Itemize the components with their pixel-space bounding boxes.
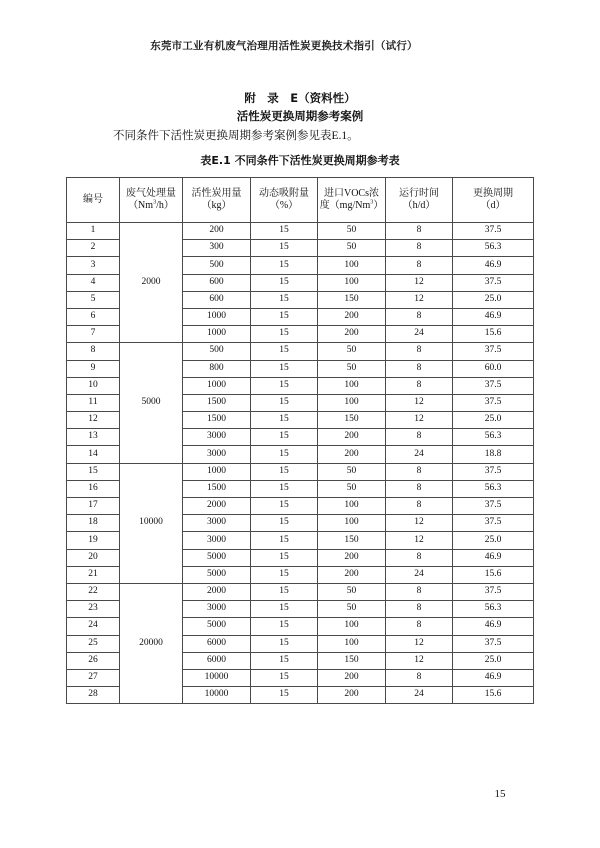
cell-adsorption: 15 (251, 549, 318, 566)
cell-adsorption: 15 (251, 601, 318, 618)
cell-runtime: 8 (386, 257, 453, 274)
cell-voc-concentration: 100 (318, 394, 386, 411)
column-header-replacement-cycle: 更换周期 （d） (453, 178, 534, 223)
cell-replacement-cycle: 37.5 (453, 498, 534, 515)
cell-no: 19 (67, 532, 120, 549)
cell-adsorption: 15 (251, 652, 318, 669)
appendix-subtitle: 活性炭更换周期参考案例 (236, 109, 364, 123)
cell-replacement-cycle: 37.5 (453, 394, 534, 411)
cell-runtime: 12 (386, 394, 453, 411)
cell-no: 25 (67, 635, 120, 652)
cell-replacement-cycle: 25.0 (453, 652, 534, 669)
cell-carbon-mass: 10000 (183, 687, 251, 704)
cell-voc-concentration: 50 (318, 463, 386, 480)
cell-adsorption: 15 (251, 687, 318, 704)
cell-voc-concentration: 100 (318, 257, 386, 274)
cell-no: 20 (67, 549, 120, 566)
cell-adsorption: 15 (251, 240, 318, 257)
cell-adsorption: 15 (251, 343, 318, 360)
cell-voc-concentration: 50 (318, 583, 386, 600)
cell-no: 1 (67, 223, 120, 240)
cell-adsorption: 15 (251, 480, 318, 497)
cell-runtime: 8 (386, 480, 453, 497)
cell-runtime: 8 (386, 463, 453, 480)
cell-carbon-mass: 10000 (183, 669, 251, 686)
cell-runtime: 8 (386, 377, 453, 394)
cell-adsorption: 15 (251, 618, 318, 635)
cell-carbon-mass: 2000 (183, 498, 251, 515)
cell-replacement-cycle: 37.5 (453, 635, 534, 652)
cell-replacement-cycle: 56.3 (453, 601, 534, 618)
cell-no: 13 (67, 429, 120, 446)
cell-replacement-cycle: 25.0 (453, 291, 534, 308)
cell-carbon-mass: 3000 (183, 429, 251, 446)
cell-voc-concentration: 100 (318, 498, 386, 515)
cell-adsorption: 15 (251, 463, 318, 480)
cell-no: 9 (67, 360, 120, 377)
cell-carbon-mass: 1000 (183, 326, 251, 343)
cell-voc-concentration: 150 (318, 532, 386, 549)
cell-no: 21 (67, 566, 120, 583)
cell-replacement-cycle: 46.9 (453, 669, 534, 686)
cell-voc-concentration: 50 (318, 240, 386, 257)
cell-no: 15 (67, 463, 120, 480)
cell-no: 5 (67, 291, 120, 308)
cell-carbon-mass: 6000 (183, 652, 251, 669)
cell-flow-group: 20000 (120, 583, 183, 703)
page-number: 15 (494, 788, 506, 800)
cell-runtime: 12 (386, 291, 453, 308)
cell-replacement-cycle: 37.5 (453, 343, 534, 360)
table-row (67, 343, 534, 360)
cell-voc-concentration: 50 (318, 360, 386, 377)
cell-carbon-mass: 6000 (183, 635, 251, 652)
column-header-no: 编号 (67, 178, 120, 223)
cell-voc-concentration: 200 (318, 687, 386, 704)
cell-runtime: 8 (386, 429, 453, 446)
body-paragraph: 不同条件下活性炭更换周期参考案例参见表E.1。 (113, 130, 359, 142)
column-header-runtime: 运行时间 （h/d） (386, 178, 453, 223)
cell-runtime: 8 (386, 240, 453, 257)
cell-voc-concentration: 200 (318, 549, 386, 566)
cell-runtime: 24 (386, 687, 453, 704)
cell-runtime: 8 (386, 583, 453, 600)
table-body (67, 223, 534, 704)
cell-adsorption: 15 (251, 360, 318, 377)
cell-adsorption: 15 (251, 394, 318, 411)
cell-no: 26 (67, 652, 120, 669)
cell-voc-concentration: 50 (318, 343, 386, 360)
cell-carbon-mass: 2000 (183, 583, 251, 600)
cell-adsorption: 15 (251, 515, 318, 532)
cell-replacement-cycle: 46.9 (453, 308, 534, 325)
table-caption: 表E.1 不同条件下活性炭更换周期参考表 (200, 154, 400, 167)
table-header (67, 178, 534, 223)
cell-voc-concentration: 100 (318, 515, 386, 532)
cell-no: 16 (67, 480, 120, 497)
cell-replacement-cycle: 37.5 (453, 515, 534, 532)
cell-replacement-cycle: 46.9 (453, 618, 534, 635)
cell-adsorption: 15 (251, 308, 318, 325)
cell-replacement-cycle: 37.5 (453, 463, 534, 480)
cell-runtime: 8 (386, 618, 453, 635)
cell-voc-concentration: 100 (318, 618, 386, 635)
cell-replacement-cycle: 25.0 (453, 532, 534, 549)
cell-no: 3 (67, 257, 120, 274)
cell-carbon-mass: 1000 (183, 377, 251, 394)
cell-carbon-mass: 800 (183, 360, 251, 377)
cell-replacement-cycle: 60.0 (453, 360, 534, 377)
cell-carbon-mass: 3000 (183, 532, 251, 549)
appendix-title: 附 录 E（资料性） (244, 91, 356, 105)
cell-adsorption: 15 (251, 326, 318, 343)
table-row (67, 463, 534, 480)
cell-adsorption: 15 (251, 291, 318, 308)
cell-voc-concentration: 100 (318, 377, 386, 394)
cell-carbon-mass: 3000 (183, 446, 251, 463)
cell-adsorption: 15 (251, 257, 318, 274)
table-header-row (67, 178, 534, 223)
cell-no: 23 (67, 601, 120, 618)
cell-carbon-mass: 5000 (183, 566, 251, 583)
cell-no: 6 (67, 308, 120, 325)
table-row (67, 223, 534, 240)
cell-replacement-cycle: 46.9 (453, 549, 534, 566)
cell-no: 10 (67, 377, 120, 394)
cell-runtime: 8 (386, 669, 453, 686)
cell-no: 18 (67, 515, 120, 532)
cell-no: 27 (67, 669, 120, 686)
cell-runtime: 12 (386, 274, 453, 291)
cell-carbon-mass: 600 (183, 291, 251, 308)
cell-carbon-mass: 500 (183, 257, 251, 274)
cell-adsorption: 15 (251, 377, 318, 394)
cell-carbon-mass: 500 (183, 343, 251, 360)
cell-voc-concentration: 200 (318, 669, 386, 686)
cell-runtime: 24 (386, 566, 453, 583)
cell-no: 4 (67, 274, 120, 291)
cell-replacement-cycle: 15.6 (453, 326, 534, 343)
cell-replacement-cycle: 25.0 (453, 412, 534, 429)
table-row (67, 583, 534, 600)
cell-runtime: 12 (386, 635, 453, 652)
cell-voc-concentration: 50 (318, 601, 386, 618)
cell-adsorption: 15 (251, 566, 318, 583)
cell-replacement-cycle: 56.3 (453, 480, 534, 497)
cell-adsorption: 15 (251, 429, 318, 446)
cell-no: 17 (67, 498, 120, 515)
cell-voc-concentration: 50 (318, 223, 386, 240)
cell-replacement-cycle: 37.5 (453, 274, 534, 291)
cell-adsorption: 15 (251, 412, 318, 429)
cell-carbon-mass: 1500 (183, 412, 251, 429)
cell-runtime: 8 (386, 308, 453, 325)
cell-adsorption: 15 (251, 274, 318, 291)
cell-no: 12 (67, 412, 120, 429)
cell-no: 11 (67, 394, 120, 411)
cell-carbon-mass: 1000 (183, 463, 251, 480)
cell-flow-group: 10000 (120, 463, 183, 583)
cell-voc-concentration: 50 (318, 480, 386, 497)
cell-runtime: 8 (386, 549, 453, 566)
cell-runtime: 8 (386, 360, 453, 377)
cell-no: 22 (67, 583, 120, 600)
cell-adsorption: 15 (251, 669, 318, 686)
cell-carbon-mass: 300 (183, 240, 251, 257)
cell-replacement-cycle: 18.8 (453, 446, 534, 463)
cell-carbon-mass: 600 (183, 274, 251, 291)
cell-adsorption: 15 (251, 498, 318, 515)
cell-runtime: 24 (386, 446, 453, 463)
cell-flow-group: 5000 (120, 343, 183, 463)
column-header-voc-concentration: 进口VOCs浓 度（mg/Nm$^3$） (318, 178, 386, 223)
cell-replacement-cycle: 37.5 (453, 583, 534, 600)
table-container (66, 177, 533, 704)
column-header-flow: 废气处理量 （Nm$^3$/h） (120, 178, 183, 223)
cell-carbon-mass: 3000 (183, 601, 251, 618)
cell-replacement-cycle: 37.5 (453, 223, 534, 240)
cell-voc-concentration: 150 (318, 291, 386, 308)
cell-runtime: 8 (386, 223, 453, 240)
cell-replacement-cycle: 56.3 (453, 429, 534, 446)
cell-runtime: 12 (386, 532, 453, 549)
cell-voc-concentration: 150 (318, 652, 386, 669)
cell-adsorption: 15 (251, 446, 318, 463)
column-header-carbon-mass: 活性炭用量 （kg） (183, 178, 251, 223)
cell-no: 14 (67, 446, 120, 463)
cell-replacement-cycle: 15.6 (453, 566, 534, 583)
cell-voc-concentration: 200 (318, 446, 386, 463)
cell-carbon-mass: 200 (183, 223, 251, 240)
cell-voc-concentration: 200 (318, 326, 386, 343)
cell-no: 8 (67, 343, 120, 360)
cell-carbon-mass: 1500 (183, 480, 251, 497)
cell-adsorption: 15 (251, 583, 318, 600)
cell-runtime: 8 (386, 498, 453, 515)
cell-carbon-mass: 3000 (183, 515, 251, 532)
cell-adsorption: 15 (251, 635, 318, 652)
cell-no: 7 (67, 326, 120, 343)
cell-carbon-mass: 5000 (183, 549, 251, 566)
cell-replacement-cycle: 56.3 (453, 240, 534, 257)
cell-voc-concentration: 200 (318, 566, 386, 583)
cell-runtime: 8 (386, 601, 453, 618)
cell-replacement-cycle: 46.9 (453, 257, 534, 274)
cell-no: 28 (67, 687, 120, 704)
cell-runtime: 12 (386, 515, 453, 532)
activated-carbon-replacement-table (66, 177, 534, 704)
cell-runtime: 8 (386, 343, 453, 360)
cell-adsorption: 15 (251, 532, 318, 549)
cell-replacement-cycle: 37.5 (453, 377, 534, 394)
cell-carbon-mass: 5000 (183, 618, 251, 635)
cell-carbon-mass: 1000 (183, 308, 251, 325)
cell-no: 24 (67, 618, 120, 635)
cell-runtime: 12 (386, 412, 453, 429)
cell-replacement-cycle: 15.6 (453, 687, 534, 704)
cell-no: 2 (67, 240, 120, 257)
cell-voc-concentration: 100 (318, 635, 386, 652)
cell-voc-concentration: 100 (318, 274, 386, 291)
running-header: 东莞市工业有机废气治理用活性炭更换技术指引（试行） (150, 40, 418, 52)
cell-carbon-mass: 1500 (183, 394, 251, 411)
cell-flow-group: 2000 (120, 223, 183, 343)
cell-voc-concentration: 200 (318, 429, 386, 446)
cell-runtime: 24 (386, 326, 453, 343)
column-header-adsorption: 动态吸附量 （%） (251, 178, 318, 223)
cell-voc-concentration: 150 (318, 412, 386, 429)
cell-voc-concentration: 200 (318, 308, 386, 325)
cell-runtime: 12 (386, 652, 453, 669)
cell-adsorption: 15 (251, 223, 318, 240)
